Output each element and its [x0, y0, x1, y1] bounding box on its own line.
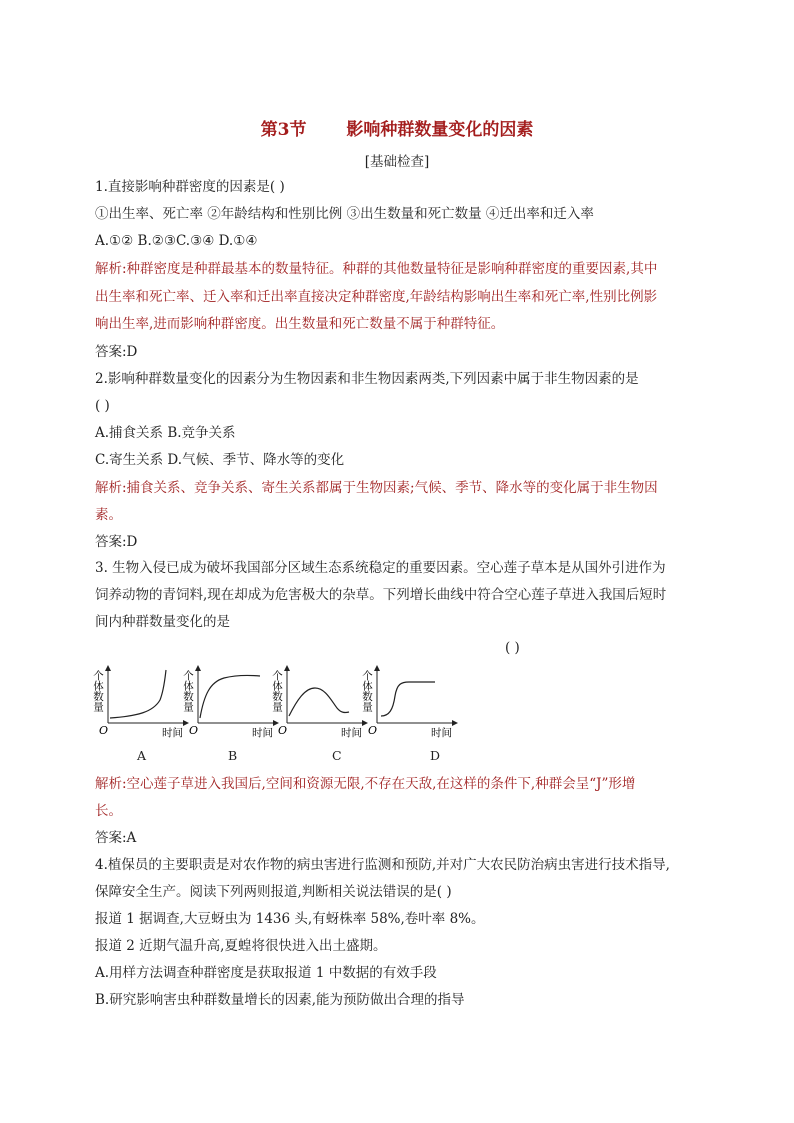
q2-analysis-line: 素。: [95, 507, 122, 523]
graph-origin: O: [99, 724, 109, 737]
section-subtitle: [基础检查]: [364, 154, 430, 170]
graph-origin: O: [278, 724, 288, 737]
q3-question-line: 3. 生物入侵已成为破坏我国部分区域生态系统稳定的重要因素。空心莲子草本是从国外引进作为: [95, 560, 666, 576]
graph-label-b: B: [228, 748, 238, 763]
graph-xlabel: 时间: [252, 727, 273, 739]
q1-items: ①出生率、死亡率 ②年龄结构和性别比例 ③出生数量和死亡数量 ④迁出率和迁入率: [95, 206, 594, 222]
graph-origin: O: [189, 724, 199, 737]
graph-ylabel: 个体数量: [361, 670, 373, 712]
q3-paren: ( ): [505, 640, 520, 656]
q1-question: 1.直接影响种群密度的因素是( ): [95, 179, 285, 195]
q4-question-line: 4.植保员的主要职责是对农作物的病虫害进行监测和预防,并对广大农民防治病虫害进行技术指导,: [95, 857, 670, 873]
q2-options-cd: C.寄生关系 D.气候、季节、降水等的变化: [95, 452, 345, 468]
graph-label-d: D: [430, 748, 441, 763]
q4-report-1: 报道 1 据调查,大豆蚜虫为 1436 头,有蚜株率 58%,卷叶率 8%。: [95, 911, 485, 927]
q2-options-ab: A.捕食关系 B.竞争关系: [95, 425, 236, 441]
page-title: [0, 115, 794, 140]
graph-ylabel: 个体数量: [182, 670, 194, 712]
graph-xlabel: 时间: [431, 727, 452, 739]
q3-answer: 答案:A: [95, 830, 137, 846]
q3-question-line: 饲养动物的青饲料,现在却成为危害极大的杂草。下列增长曲线中符合空心莲子草进入我国后短时: [95, 587, 667, 603]
q4-option-b: B.研究影响害虫种群数量增长的因素,能为预防做出合理的指导: [95, 992, 465, 1008]
graph-ylabel: 个体数量: [271, 670, 283, 712]
q1-analysis-line: 解析:种群密度是种群最基本的数量特征。种群的其他数量特征是影响种群密度的重要因素,其中: [95, 261, 658, 277]
graph-b: [182, 660, 280, 739]
q3-question-line: 间内种群数量变化的是: [95, 614, 230, 630]
graph-c: [271, 660, 369, 739]
graph-label-a: A: [137, 748, 147, 763]
graph-label-c: C: [332, 748, 342, 763]
q4-question-line: 保障安全生产。阅读下列两则报道,判断相关说法错误的是( ): [95, 884, 452, 900]
q2-question: 2.影响种群数量变化的因素分为生物因素和非生物因素两类,下列因素中属于非生物因素的是: [95, 371, 639, 387]
q3-analysis-line: 长。: [95, 803, 122, 819]
q1-answer: 答案:D: [95, 344, 138, 360]
graph-d: [361, 660, 459, 739]
graph-xlabel: 时间: [162, 727, 183, 739]
q1-analysis-line: 出生率和死亡率、迁入率和迁出率直接决定种群密度,年龄结构影响出生率和死亡率,性别比例影: [95, 289, 658, 305]
q1-analysis-line: 响出生率,进而影响种群密度。出生数量和死亡数量不属于种群特征。: [95, 316, 505, 332]
q2-analysis-line: 解析:捕食关系、竞争关系、寄生关系都属于生物因素;气候、季节、降水等的变化属于非生物因: [95, 480, 658, 496]
q4-option-a: A.用样方法调查种群密度是获取报道 1 中数据的有效手段: [95, 965, 437, 981]
graph-ylabel: 个体数量: [92, 670, 104, 712]
q2-paren: ( ): [95, 398, 110, 414]
q2-answer: 答案:D: [95, 534, 138, 550]
graph-a: [92, 660, 190, 739]
q1-options: A.①② B.②③C.③④ D.①④: [95, 233, 258, 249]
section-title: 影响种群数量变化的因素: [346, 120, 534, 140]
graph-xlabel: 时间: [341, 727, 362, 739]
graph-origin: O: [368, 724, 378, 737]
q3-analysis-line: 解析:空心莲子草进入我国后,空间和资源无限,不存在天敌,在这样的条件下,种群会呈“J”形增: [95, 776, 636, 792]
section-number: 第3节: [260, 120, 307, 140]
q4-report-2: 报道 2 近期气温升高,夏蝗将很快进入出土盛期。: [95, 938, 387, 954]
